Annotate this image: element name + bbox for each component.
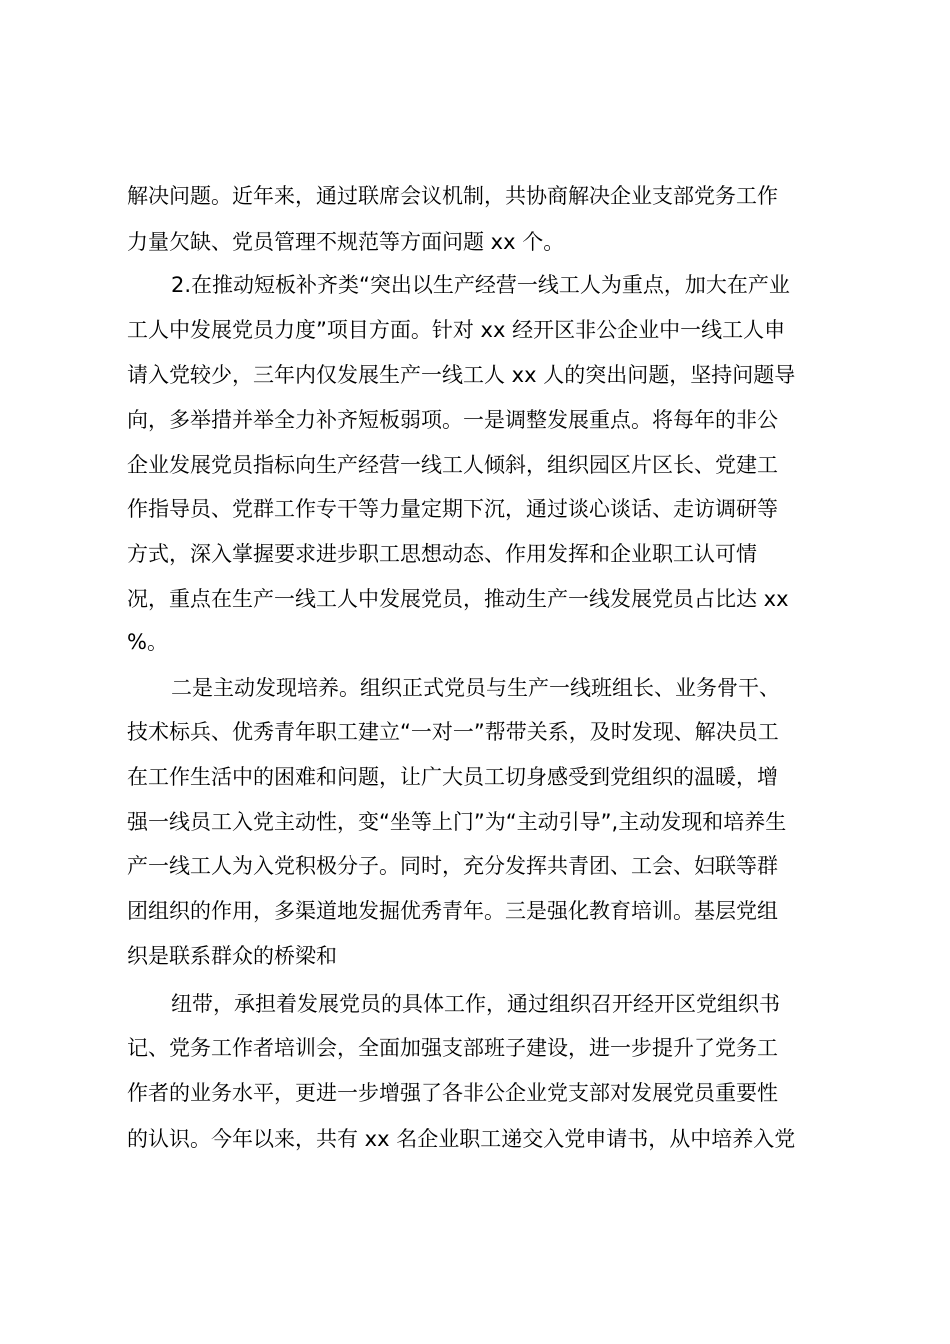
text-line: 的认识。今年以来，共有 xx 名企业职工递交入党申请书，从中培养入党 xyxy=(127,1127,796,1151)
text-line: 纽带，承担着发展党员的具体工作，通过组织召开经开区党组织书 xyxy=(171,992,780,1016)
text-line: 记、党务工作者培训会，全面加强支部班子建设，进一步提升了党务工 xyxy=(127,1036,778,1060)
text-line: 向，多举措并举全力补齐短板弱项。一是调整发展重点。将每年的非公 xyxy=(127,408,778,432)
text-line: 在工作生活中的困难和问题，让广大员工切身感受到党组织的温暖，增 xyxy=(127,765,778,789)
text-line: 解决问题。近年来，通过联席会议机制，共协商解决企业支部党务工作 xyxy=(127,184,778,208)
text-line: 2.在推动短板补齐类“突出以生产经营一线工人为重点，加大在产业 xyxy=(171,273,790,297)
text-line: 织是联系群众的桥梁和 xyxy=(127,944,337,968)
text-line: 作指导员、党群工作专干等力量定期下沉，通过谈心谈话、走访调研等 xyxy=(127,497,778,521)
text-line: 方式，深入掌握要求进步职工思想动态、作用发挥和企业职工认可情 xyxy=(127,542,757,566)
text-line: 团组织的作用，多渠道地发掘优秀青年。三是强化教育培训。基层党组 xyxy=(127,899,778,923)
text-line: 强一线员工入党主动性，变“坐等上门”为“主动引导”,主动发现和培养生 xyxy=(127,810,787,834)
text-line: 技术标兵、优秀青年职工建立“一对一”帮带关系，及时发现、解决员工 xyxy=(127,720,779,744)
text-line: 请入党较少，三年内仅发展生产一线工人 xx 人的突出问题，坚持问题导 xyxy=(127,363,796,387)
text-line: 作者的业务水平，更进一步增强了各非公企业党支部对发展党员重要性 xyxy=(127,1081,778,1105)
text-line: 况，重点在生产一线工人中发展党员，推动生产一线发展党员占比达 xx xyxy=(127,587,789,611)
text-line: 企业发展党员指标向生产经营一线工人倾斜，组织园区片区长、党建工 xyxy=(127,453,778,477)
text-line: 力量欠缺、党员管理不规范等方面问题 xx 个。 xyxy=(127,230,565,254)
text-line: 产一线工人为入党积极分子。同时，充分发挥共青团、工会、妇联等群 xyxy=(127,854,778,878)
text-line: 工人中发展党员力度”项目方面。针对 xx 经开区非公企业中一线工人申 xyxy=(127,318,786,342)
text-line: 二是主动发现培养。组织正式党员与生产一线班组长、业务骨干、 xyxy=(171,676,780,700)
text-line: %。 xyxy=(127,630,168,654)
